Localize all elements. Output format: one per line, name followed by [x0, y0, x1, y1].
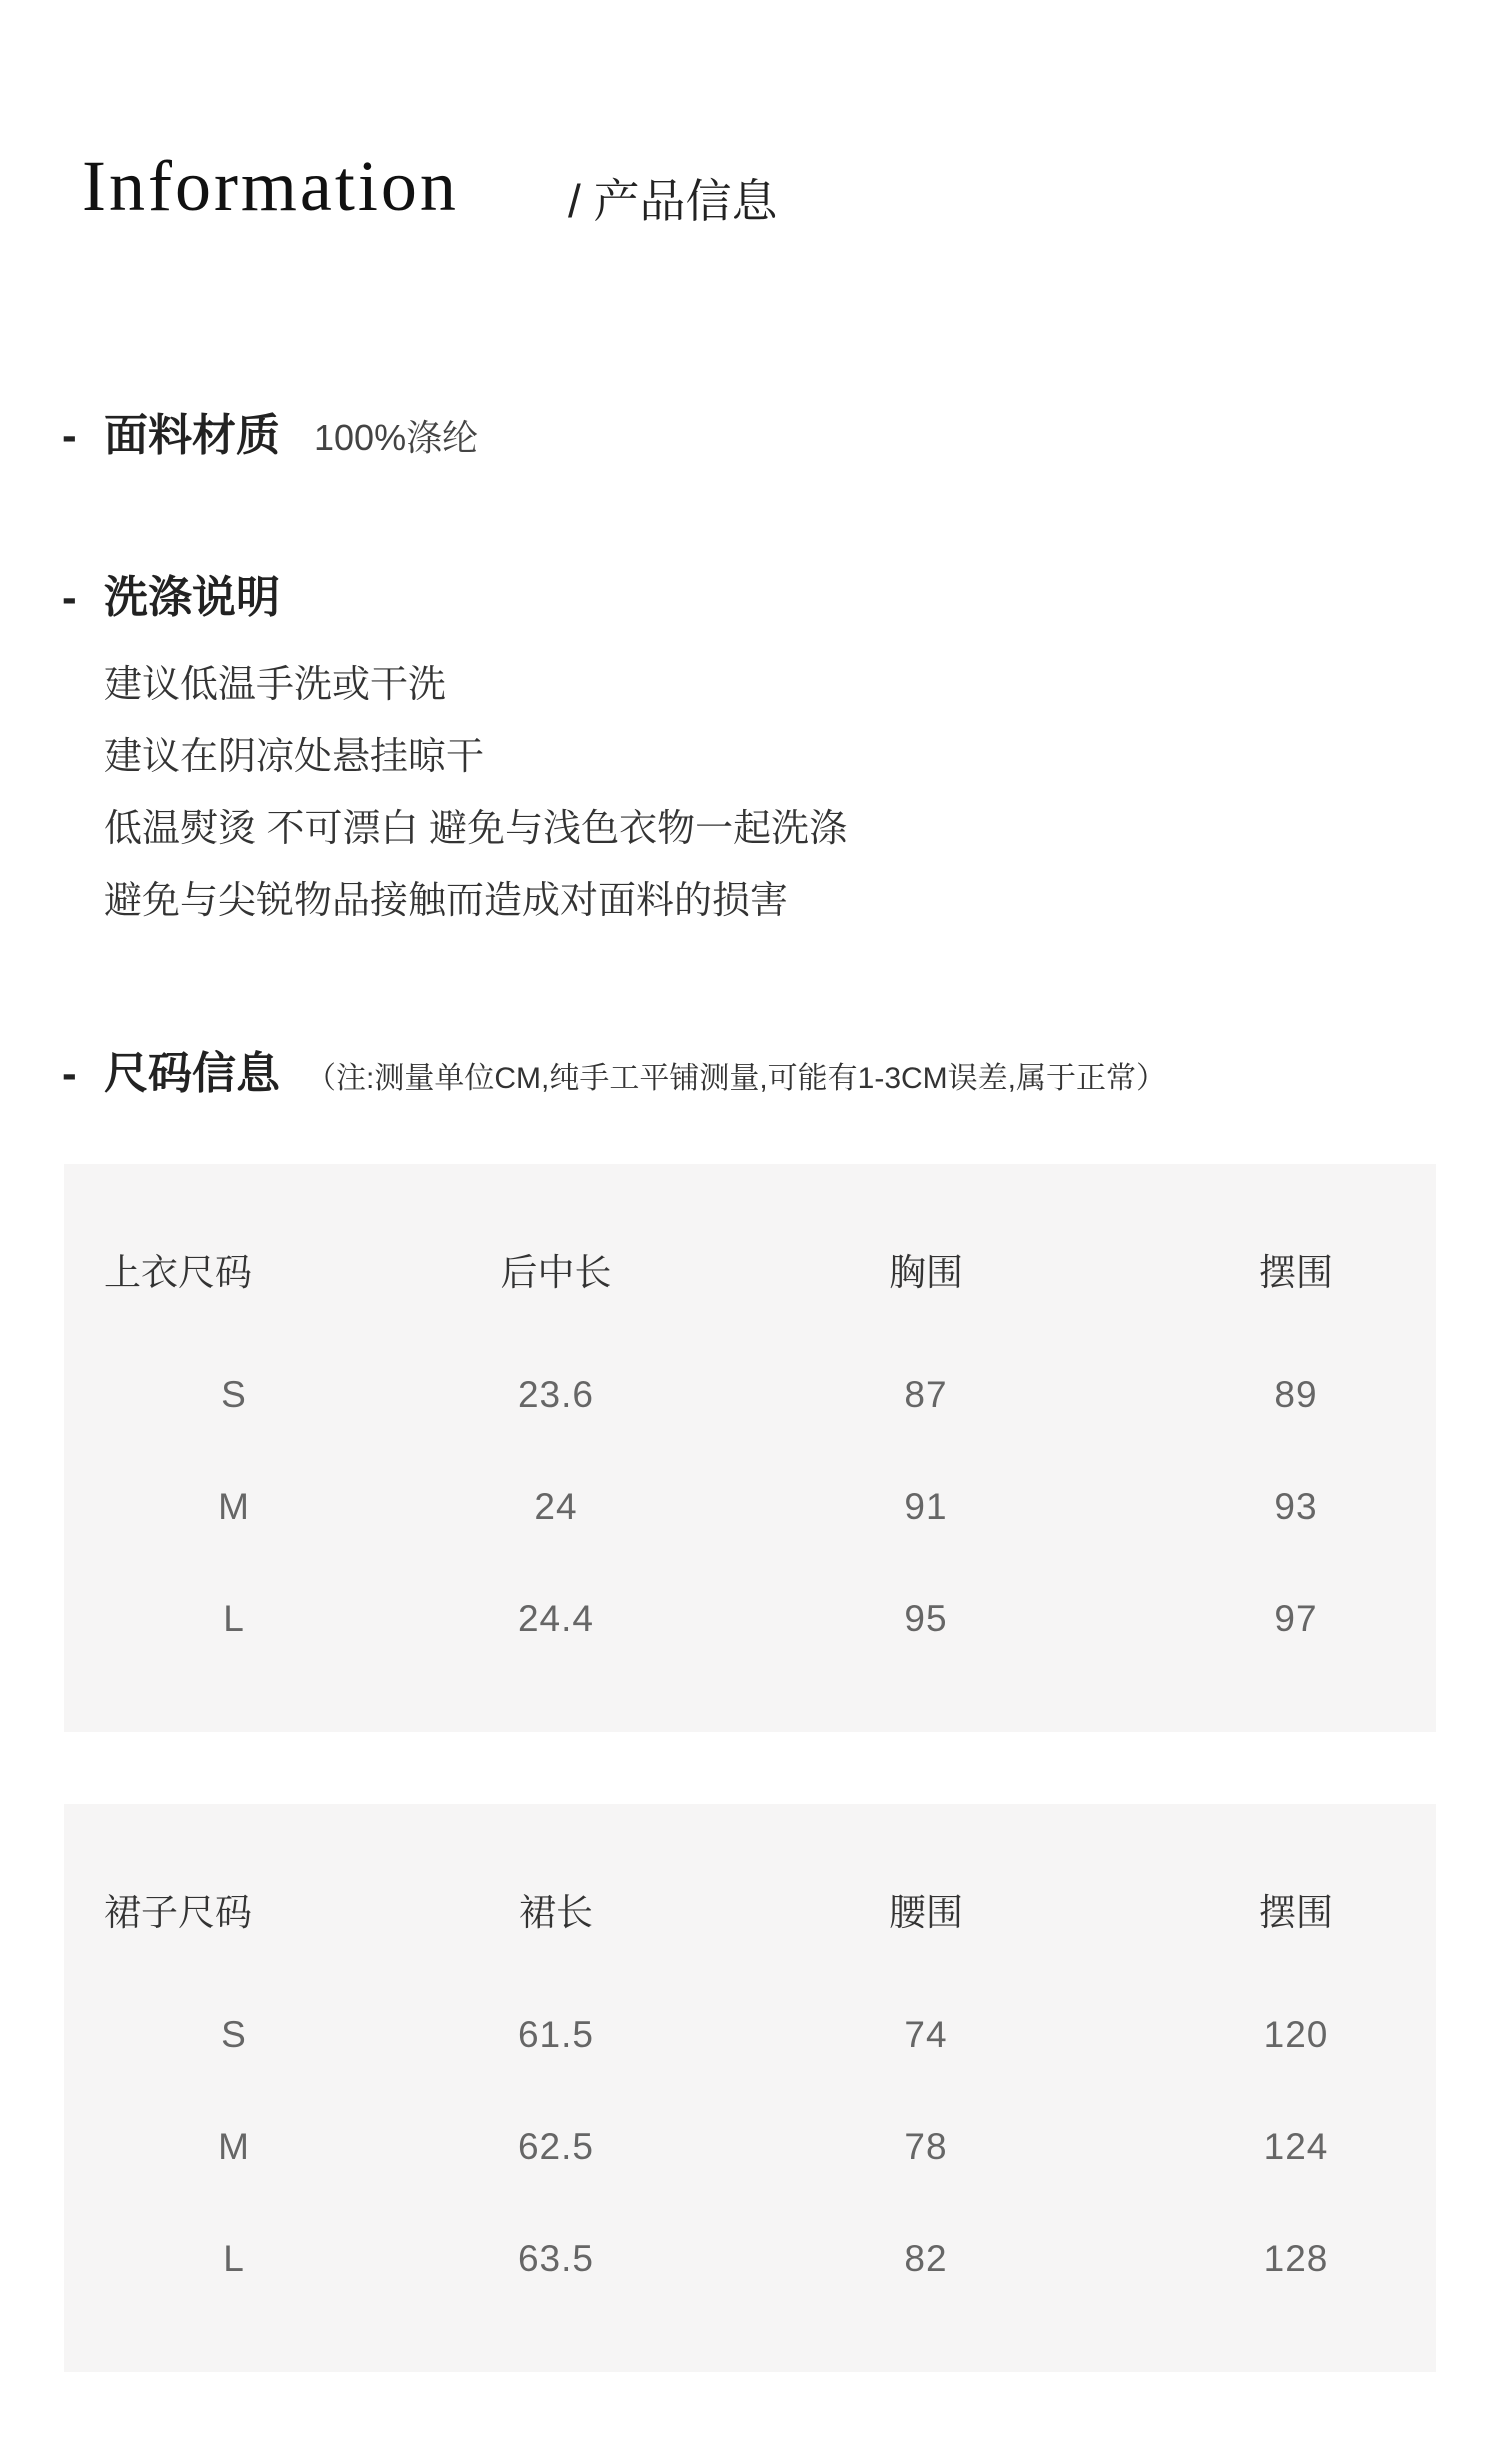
top-size-table	[64, 1164, 1436, 1732]
title-chinese: / 产品信息	[568, 175, 778, 227]
table-cell: S	[221, 1374, 247, 1415]
table-header: 摆围	[1259, 1892, 1333, 1933]
table-header: 摆围	[1259, 1252, 1333, 1293]
skirt-size-table	[64, 1804, 1436, 2372]
table-header: 腰围	[889, 1892, 963, 1933]
section-dash: -	[62, 411, 77, 460]
table-cell: 78	[904, 2126, 948, 2167]
material-label: 面料材质	[104, 411, 280, 460]
table-cell: 120	[1263, 2014, 1329, 2055]
table-cell: 82	[904, 2238, 948, 2279]
table-header: 裙长	[519, 1892, 593, 1933]
table-cell: 23.6	[517, 1374, 594, 1415]
table-cell: 89	[1274, 1374, 1318, 1415]
table-cell: M	[218, 1486, 250, 1527]
washing-section	[62, 573, 280, 622]
table-cell: 124	[1263, 2126, 1329, 2167]
table-header: 后中长	[500, 1252, 612, 1293]
table-cell: L	[223, 2238, 245, 2279]
washing-line: 建议在阴凉处悬挂晾干	[104, 736, 485, 778]
material-section	[62, 411, 479, 460]
table-header: 胸围	[889, 1252, 963, 1293]
table-cell: 62.5	[517, 2126, 594, 2167]
table-cell: 24.4	[517, 1598, 594, 1639]
title-english: Information	[82, 146, 459, 226]
table-cell: L	[223, 1598, 245, 1639]
size-section	[62, 1049, 1167, 1098]
table-cell: 61.5	[517, 2014, 594, 2055]
section-dash: -	[62, 573, 77, 622]
table-cell: 74	[904, 2014, 948, 2055]
table-cell: 63.5	[517, 2238, 594, 2279]
table-cell: 87	[904, 1374, 948, 1415]
table-header: 裙子尺码	[104, 1892, 252, 1933]
table-cell: 24	[534, 1486, 578, 1527]
table-cell: 91	[904, 1486, 948, 1527]
table-cell: 97	[1274, 1598, 1318, 1639]
washing-line: 避免与尖锐物品接触而造成对面料的损害	[104, 880, 789, 922]
table-cell: 93	[1274, 1486, 1318, 1527]
size-label: 尺码信息	[104, 1049, 280, 1098]
washing-line: 低温熨烫 不可漂白 避免与浅色衣物一起洗涤	[104, 808, 848, 850]
table-header: 上衣尺码	[104, 1252, 252, 1293]
table-cell: 95	[904, 1598, 948, 1639]
washing-label: 洗涤说明	[104, 573, 280, 622]
table-cell: M	[218, 2126, 250, 2167]
size-note: （注:测量单位CM,纯手工平铺测量,可能有1-3CM误差,属于正常）	[306, 1062, 1167, 1095]
material-value: 100%涤纶	[314, 417, 479, 458]
table-cell: 128	[1263, 2238, 1329, 2279]
table-cell: S	[221, 2014, 247, 2055]
washing-line: 建议低温手洗或干洗	[104, 664, 447, 706]
section-dash: -	[62, 1049, 77, 1098]
